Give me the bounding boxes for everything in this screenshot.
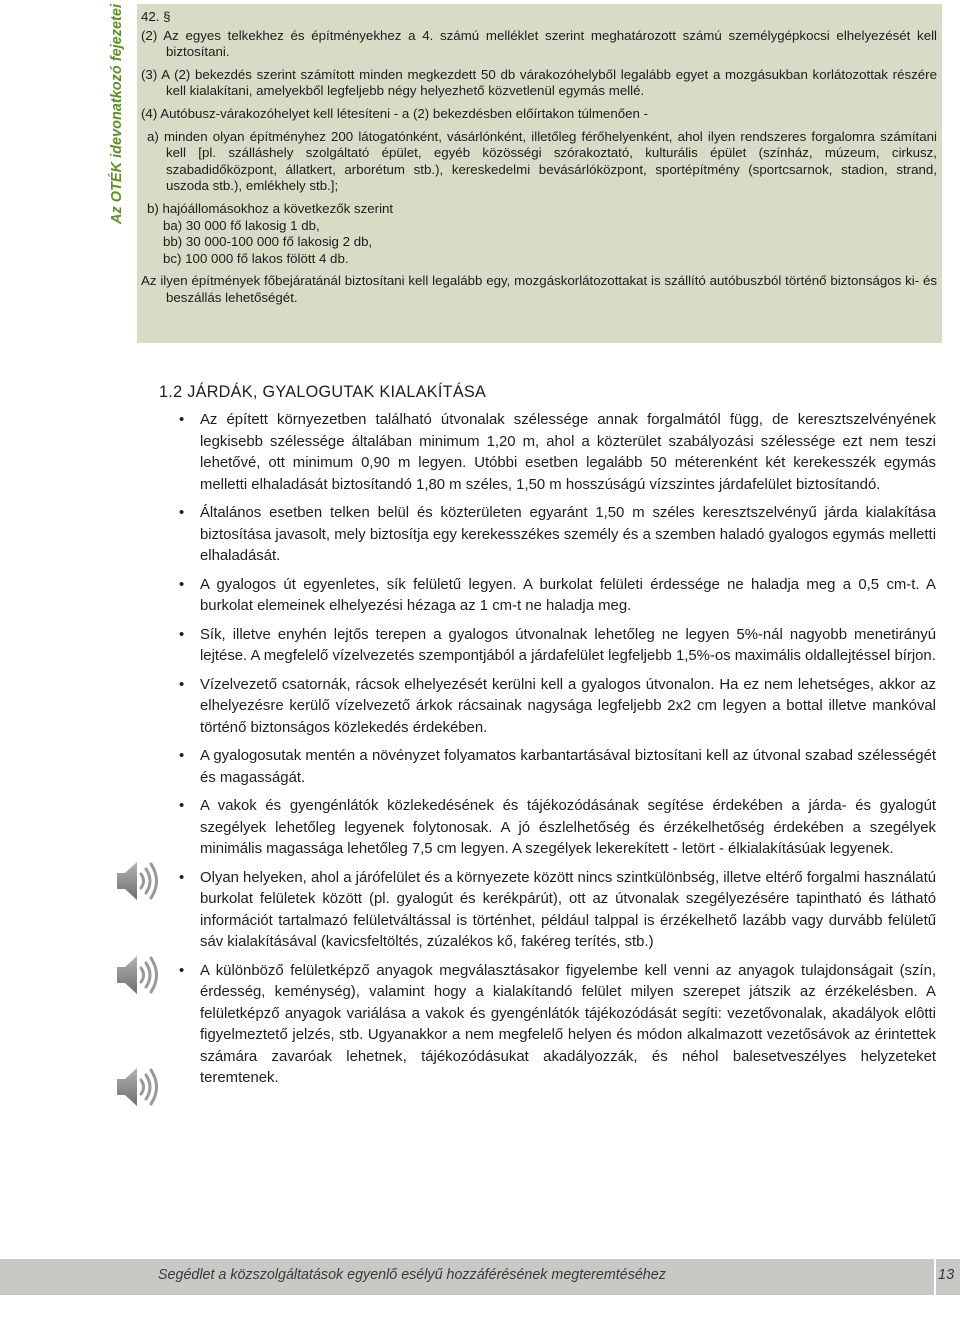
item-b: b) hajóállomásokhoz a következők szerint: [147, 200, 394, 216]
list-item: [178, 625, 936, 668]
list-item-text: Általános esetben telken belül és közterületen egyaránt 1,50 m széles keresztszelvényű járda kialakítása biztosítása javasolt, mely biztosítja egy kerekesszékes személy és a szemben haladó gyalogos egymás melletti elhaladását.: [200, 505, 936, 564]
item-bb: bb) 30 000-100 000 fő lakosig 2 db,: [163, 234, 373, 250]
bullet-icon: •: [179, 505, 185, 521]
regulation-content: [141, 9, 937, 307]
list-item-text: A gyalogos út egyenletes, sík felületű legyen. A burkolat felületi érdessége ne haladja meg a 0,5 cm-t. A burkolat elemeinek elhelyezési hézaga az 1 cm-t ne haladja meg.: [200, 576, 936, 614]
paragraph-4: (4) Autóbusz-várakozóhelyet kell létesíteni - a (2) bekezdésben előírtakon túlmenően -: [141, 105, 649, 121]
bullet-icon: •: [179, 676, 185, 693]
bullet-list: [178, 410, 936, 1097]
bullet-icon: •: [179, 626, 185, 643]
bullet-icon: •: [179, 576, 185, 593]
item-bc: bc) 100 000 fő lakos fölött 4 db.: [163, 250, 349, 266]
bullet-icon: •: [179, 869, 185, 886]
list-item: [178, 868, 936, 954]
bullet-icon: •: [179, 962, 185, 979]
bullet-icon: •: [179, 412, 185, 428]
closing-paragraph: Az ilyen építmények főbejáratánál biztosítani kell legalább egy, mozgáskorlátozottakat is szállító autóbuszból történő biztonságos ki- és beszállás lehetőségét.: [141, 273, 937, 305]
list-item-text: A különböző felületképző anyagok megválasztásakor figyelembe kell venni az anyagok tulajdonságait (szín, érdesség, keménység), valamint hogy a kialakítandó felület milyen szerepet játszik az érzékelésben. A felületképző anyagok variálása a vakok és gyengénlátók tájékozódását segíti: vezetővonalak, akadályok elôtti figyelmeztető jelzés, stb. Ugyanakkor a nem megfelelő helyen és módon alkalmazott vezetősávok az érintettek számára zavaróak lehetnek, tájékozódásukat akadályozzák, és néhol balesetveszélyes helyzeteket teremtenek.: [200, 962, 936, 1086]
list-item: [178, 796, 936, 861]
side-label: [104, 4, 130, 224]
list-item-text: Sík, illetve enyhén lejtős terepen a gyalogos útvonalnak lehetőleg ne legyen 5%-nál nagyobb menetirányú lejtése. A megfelelő vízelvezetés szempontjából a járdafelület legfeljebb 1,5%-os maximális oldallejtéssel bírjon.: [200, 626, 936, 664]
speaker-icon: [109, 856, 159, 906]
paragraph-3: (3) A (2) bekezdés szerint számított minden megkezdett 50 db várakozóhelyből legalább egyet a mozgásukban korlátozottak részére kell kialakítani, amelyekből legfeljebb négy helyezhető közvetlenül egymás mellé.: [141, 66, 937, 99]
list-item-text: Vízelvezető csatornák, rácsok elhelyezését kerülni kell a gyalogos útvonalon. Ha ez nem lehetséges, akkor az elhelyezésre kerülő vízelvezető árkok rácsainak nagysága legfeljebb 2x2 cm legyen a bottal illetve mankóval történő biztonságos közlekedés érdekében.: [200, 676, 936, 736]
footer-divider: [934, 1259, 936, 1295]
list-item-text: Az épített környezetben található útvonalak szélessége annak forgalmától függ, de keresztszelvényének legkisebb szélessége általában minimum 1,20 m, ahol a közterület szabályozási szélessége ezt nem teszi lehetővé, ott minimum 0,90 m legyen. Utóbbi esetben legalább 50 méterenként két kerekesszék egymás melletti elhaladását biztosítandó 1,80 m széles, 1,50 m hosszúságú vízszintes járdafelület biztosítandó.: [200, 412, 936, 493]
speaker-icon: [109, 950, 159, 1000]
list-item: [178, 746, 936, 789]
list-item: [178, 503, 936, 568]
list-item-text: A gyalogosutak mentén a növényzet folyamatos karbantartásával biztosítani kell az útvonal szabad szélességét és magasságát.: [200, 748, 936, 786]
list-item: [178, 961, 936, 1090]
list-item-text: Olyan helyeken, ahol a járófelület és a környezete között nincs szintkülönbség, illetve eltérő forgalmi használatú burkolat felületek között (pl. gyalogút és kerékpárút), ott az útvonalak szegélyezésére tapintható és látható információt tartalmazó felületváltással is történhet, például talppal is érzékelhető lazább vagy durvább felületű sáv kialakításával (kavicsfeltöltés, zúzalékos kő, fakéreg terítés, stb.): [200, 869, 936, 950]
list-item: [178, 575, 936, 618]
item-ba: ba) 30 000 fő lakosig 1 db,: [163, 217, 320, 233]
list-item: [178, 410, 936, 496]
list-item-text: A vakok és gyengénlátók közlekedésének és tájékozódásának segítése érdekében a járda- és gyalogút szegélyek lehetőleg legyenek folytonosak. A jó észlelhetőség és érzékelhetőség érdekében a szegélyek minimális magassága lehetőleg 7,5 cm legyen. A szegélyek lekerekített - letört - élkialakításúak legyenek.: [200, 798, 936, 857]
speaker-icon: [109, 1062, 159, 1112]
footer-title: Segédlet a közszolgáltatások egyenlő esélyű hozzáférésének megteremtéséhez: [158, 1267, 666, 1283]
paragraph-2: (2) Az egyes telkekhez és építményekhez a 4. számú melléklet szerint meghatározott számú személygépkocsi elhelyezését kell biztosítani.: [141, 27, 937, 60]
item-a: a) minden olyan építményhez 200 látogatónként, vásárlónként, illetőleg férőhelyenként, ahol ilyen rendszeres forgalomra számítani kell [pl. szálláshely szolgáltató épület, egyéb közösségi szórakoztató, kulturális épület (színház, múzeum, cirkusz, szabadidőközpont, állatkert, arborétum stb.), kereskedelmi bevásárlóközpont, sportépítmény (sportcsarnok, stadion, strand, uszoda stb.), emlékhely stb.];: [147, 128, 937, 194]
section-number: 42. §: [141, 9, 171, 24]
page-number: 13: [938, 1267, 955, 1283]
list-item: [178, 675, 936, 740]
side-label-text: Az OTÉK idevonatkozó fejezetei: [109, 4, 125, 224]
bullet-icon: •: [179, 798, 185, 814]
regulation-box: [137, 4, 942, 343]
bullet-icon: •: [179, 748, 185, 764]
section-title: 1.2 JÁRDÁK, GYALOGUTAK KIALAKÍTÁSA: [159, 383, 487, 401]
